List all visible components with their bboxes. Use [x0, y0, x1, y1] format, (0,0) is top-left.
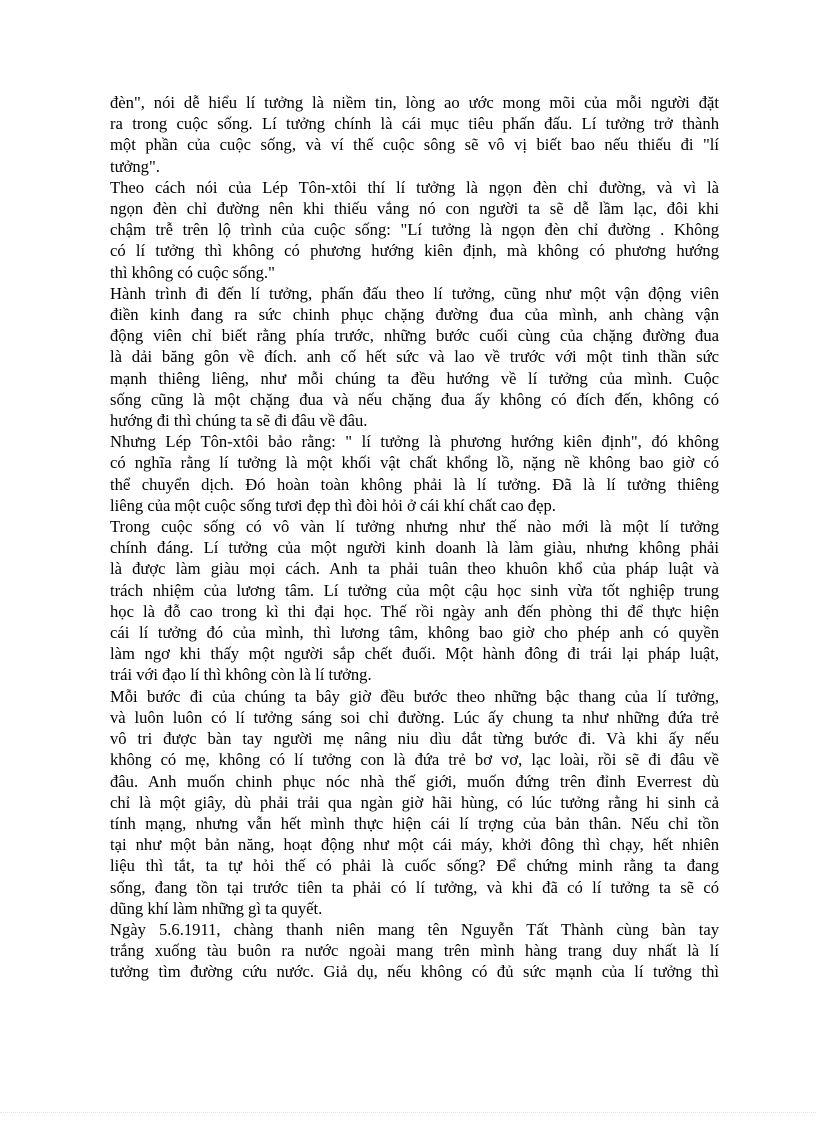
text-line: tại như một bản năng, hoạt động như một cái máy, khởi đông thì chạy, hết nhiên — [110, 835, 719, 855]
text-line: có nghĩa rằng lí tưởng là một khối vật chất khổng lồ, nặng nề không bao giờ có — [110, 453, 719, 473]
text-line: Hành trình đi đến lí tưởng, phấn đấu theo lí tưởng, cũng như một vận động viên — [110, 283, 719, 303]
text-line: Trong cuộc sống có vô vàn lí tưởng nhưng như thế nào mới là một lí tưởng — [110, 517, 719, 537]
paragraph — [110, 431, 719, 516]
text-line: tưởng". — [110, 156, 160, 176]
text-line: chính đáng. Lí tưởng của một người kinh doanh là làm giàu, nhưng không phải — [110, 538, 719, 558]
paragraph — [110, 177, 719, 283]
text-line: hướng đi thì chúng ta sẽ đi đâu về đâu. — [110, 411, 368, 431]
text-line: đâu. Anh muốn chinh phục nóc nhà thế giới, muốn đứng trên đỉnh Everrest dù — [110, 771, 719, 791]
text-line: ra trong cuộc sống. Lí tưởng chính là cái mục tiêu phấn đấu. Lí tưởng trở thành — [110, 114, 719, 134]
text-line: trái với đạo lí thì không còn là lí tưởng. — [110, 665, 372, 685]
text-line: chậm trễ trên lộ trình của cuộc sống: "Lí tưởng là ngọn đèn chỉ đường . Không — [110, 220, 719, 240]
text-line: chỉ là một giây, dù phải trải qua ngàn giờ hãi hùng, có lúc tưởng rằng hi sinh cả — [110, 792, 719, 812]
text-line: có lí tưởng thì không có phương hướng kiên định, mà không có phương hướng — [110, 241, 719, 261]
text-line: Nhưng Lép Tôn-xtôi bảo rằng: " lí tưởng là phương hướng kiên định", đó không — [110, 432, 719, 452]
text-line: đèn", nói dễ hiểu lí tưởng là niềm tin, lòng ao ước mong mõi của mỗi người đặt — [110, 93, 719, 112]
text-line: ngọn đèn chỉ đường nên khi thiếu vắng nó con người ta sẽ dễ lầm lạc, đôi khi — [110, 199, 719, 219]
text-line: thì không có cuộc sống." — [110, 262, 275, 282]
text-line: làm ngơ khi thấy một người sắp chết đuối. Một hành đông đi trái lại pháp luật, — [110, 644, 719, 664]
text-line: vô tri được bàn tay người mẹ nâng niu dìu dắt từng bước đi. Và khi ấy nếu — [110, 729, 719, 749]
text-line: điền kinh đang ra sức chinh phục chặng đường đua của mình, anh chàng vận — [110, 305, 719, 325]
text-line: là dải băng gôn về đích. anh cố hết sức và lao về trước với một tinh thần sức — [110, 347, 719, 367]
essay-body — [110, 92, 719, 983]
text-line: tính mạng, nhưng vẫn hết mình thực hiện cái lí trợng của bản thân. Nếu chỉ tồn — [110, 813, 719, 833]
paragraph — [110, 92, 719, 177]
text-line: và luôn luôn có lí tưởng sáng soi chỉ đường. Lúc ấy chung ta như những đứa trẻ — [110, 707, 719, 727]
text-line: liêng của một cuộc sống tươi đẹp thì đòi hỏi ở cái khí chất cao đẹp. — [110, 495, 556, 515]
text-line: sống cũng là một chặng đua và nếu chặng đua ấy không có đích đến, không có — [110, 389, 719, 409]
text-line: Theo cách nói của Lép Tôn-xtôi thí lí tưởng là ngọn đèn chỉ đường, và vì là — [110, 177, 719, 197]
text-line: sống, đang tồn tại trước tiên ta phải có lí tưởng, và khi đã có lí tưởng ta sẽ có — [110, 877, 719, 897]
text-line: trắng xuống tàu buôn ra nước ngoài mang trên mình hàng trang duy nhất là lí — [110, 941, 719, 961]
text-line: động viên chỉ biết rằng phía trước, những bước cuối cùng của chặng đường đua — [110, 326, 719, 346]
paragraph — [110, 283, 719, 431]
text-line: là được làm giàu mọi cách. Anh ta phải tuân theo khuôn khổ của pháp luật và — [110, 559, 719, 579]
text-line: thể chuyển dịch. Đó hoàn toàn không phải là lí tưởng. Đã là lí tưởng thiêng — [110, 474, 719, 494]
text-line: không có mẹ, không có lí tưởng con là đứa trẻ bơ vơ, lạc loài, rồi sẽ đi đâu về — [110, 750, 719, 770]
text-line: một phần của cuộc sống, và ví thế cuộc sông sẽ vô vị biết bao nếu thiếu đi "lí — [110, 135, 719, 155]
text-line: cái lí tưởng đó của mình, thì lương tâm, không bao giờ cho phép anh có quyền — [110, 623, 719, 643]
text-line: tưởng tìm đường cứu nước. Giả dụ, nếu không có đủ sức mạnh của lí tưởng thì — [110, 962, 719, 982]
paragraph — [110, 686, 719, 919]
text-line: trách nhiệm của lương tâm. Lí tưởng của một cậu học sinh vừa tốt nghiệp trung — [110, 580, 719, 600]
text-line: dũng khí làm những gì ta quyết. — [110, 898, 323, 918]
paragraph — [110, 516, 719, 686]
page-bottom-divider — [0, 1112, 816, 1113]
text-line: mạnh thiêng liêng, như mỗi chúng ta đều hướng về lí tưởng của mình. Cuộc — [110, 368, 719, 388]
text-line: Mỗi bước đi của chúng ta bây giờ đều bước theo những bậc thang của lí tưởng, — [110, 686, 719, 706]
paragraph — [110, 919, 719, 983]
text-line: học là đỗ cao trong kì thi đại học. Thế rồi ngày anh đến phòng thi để thực hiện — [110, 601, 719, 621]
text-line: Ngày 5.6.1911, chàng thanh niên mang tên Nguyễn Tất Thành cùng bàn tay — [110, 919, 719, 939]
text-line: liệu thì tắt, ta tự hỏi thế có phải là cuốc sống? Để chứng minh rằng ta đang — [110, 856, 719, 876]
